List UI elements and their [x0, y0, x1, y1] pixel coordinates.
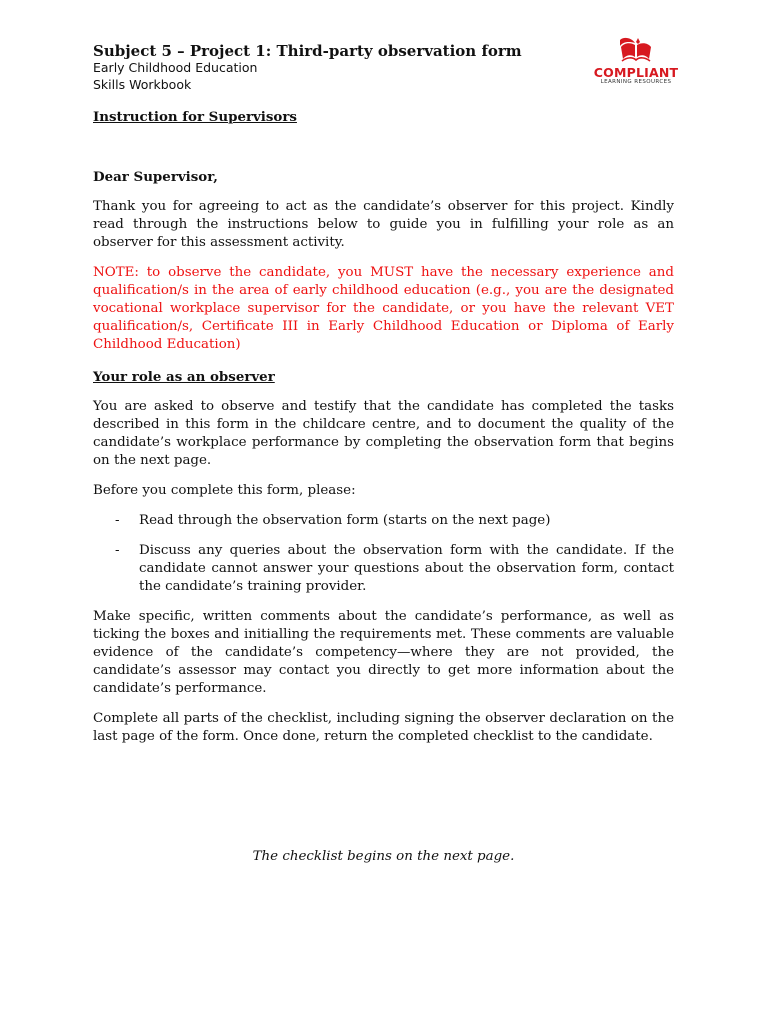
list-item [93, 512, 674, 530]
workbook-name: Skills Workbook [93, 77, 192, 92]
qualification-note: NOTE: to observe the candidate, you MUST have the necessary experience and qualification/s in the area of early childhood education (e.g., you are the designated vocational workplace supervisor for the candidate, or you have the relevant VET qualification/s, Certificate III in Early Childhood Education or Diploma of Early Childhood Education) [93, 265, 674, 352]
instructions-heading: Instruction for Supervisors [93, 109, 297, 125]
course-name: Early Childhood Education [93, 60, 258, 75]
list-item-text: Discuss any queries about the observation form with the candidate. If the candidate cannot answer your questions about the observation form, contact the candidate’s training provider. [139, 543, 674, 594]
logo-name: COMPLIANT [593, 65, 679, 80]
dash-bullet: - [115, 513, 120, 528]
dash-bullet: - [115, 543, 120, 558]
intro-paragraph: Thank you for agreeing to act as the candidate’s observer for this project. Kindly read through the instructions below to guide you in fulfilling your role as an observer for this assessment activity. [93, 199, 674, 250]
comments-paragraph: Make specific, written comments about the candidate’s performance, as well as ticking the boxes and initialling the requirements met. These comments are valuable evidence of the candidate’s competency—where they are not provided, the candidate’s assessor may contact you directly to get more information about the candidate’s performance. [93, 609, 674, 696]
instruction-list [93, 512, 674, 596]
book-icon [614, 36, 658, 66]
role-paragraph: You are asked to observe and testify that the candidate has completed the tasks described in this form in the childcare centre, and to document the quality of the candidate’s workplace performance by completing the observation form that begins on the next page. [93, 399, 674, 468]
role-heading: Your role as an observer [93, 369, 275, 385]
document-title: Subject 5 – Project 1: Third-party observation form [93, 42, 522, 60]
before-paragraph: Before you complete this form, please: [93, 483, 356, 498]
list-item-text: Read through the observation form (starts on the next page) [139, 513, 551, 528]
complete-paragraph: Complete all parts of the checklist, including signing the observer declaration on the last page of the form. Once done, return the completed checklist to the candidate. [93, 711, 674, 744]
logo-tagline: LEARNING RESOURCES [600, 79, 672, 85]
compliant-logo [589, 36, 683, 90]
page-header [93, 40, 683, 100]
next-page-note: The checklist begins on the next page. [252, 849, 515, 864]
list-item [93, 542, 674, 596]
document-body [93, 108, 674, 866]
greeting: Dear Supervisor, [93, 169, 218, 185]
